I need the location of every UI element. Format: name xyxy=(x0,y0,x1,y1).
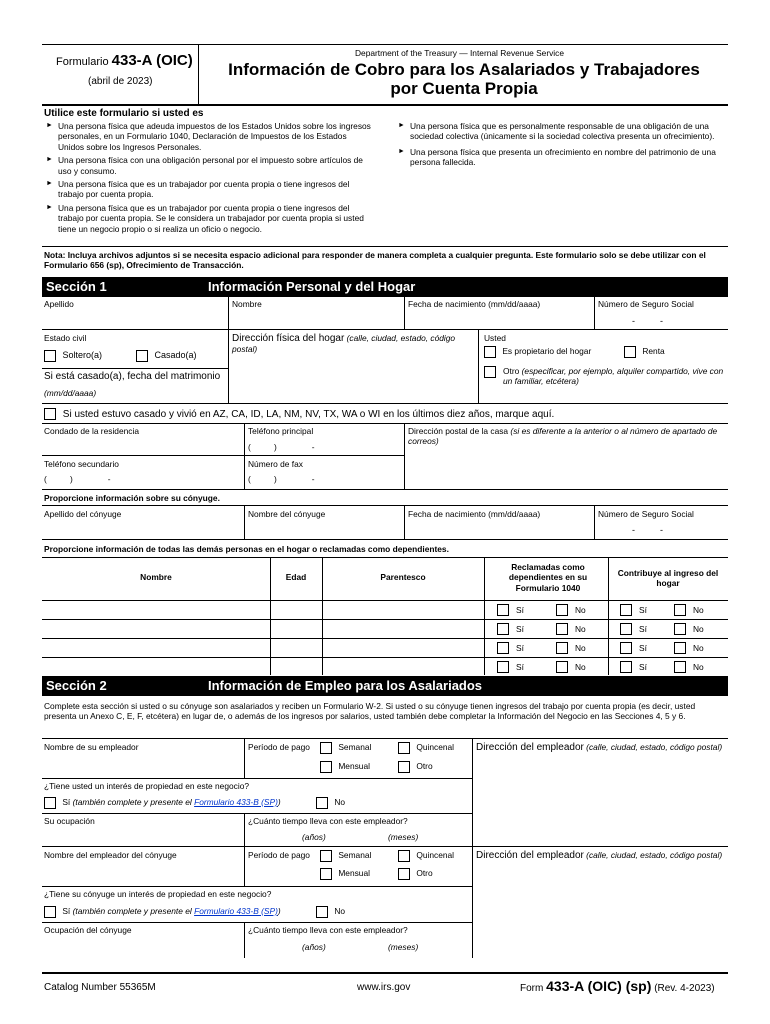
renta-checkbox[interactable] xyxy=(624,346,636,358)
otro-pago-conyuge-option[interactable] xyxy=(398,868,433,880)
apellido-label: Apellido xyxy=(44,299,74,309)
apellido-input[interactable] xyxy=(42,310,228,328)
no-label: No xyxy=(693,624,704,634)
otro-checkbox[interactable] xyxy=(484,366,496,378)
form-title xyxy=(200,60,728,98)
irs-website[interactable]: www.irs.gov xyxy=(357,982,411,993)
nombre-label: Nombre xyxy=(232,299,262,309)
department-label: Department of the Treasury — Internal Revenue Service xyxy=(355,48,565,58)
no-label: No xyxy=(575,605,586,615)
meses-label: (meses) xyxy=(388,832,419,842)
empleador-label: Nombre de su empleador xyxy=(44,742,139,752)
mensual-conyuge-checkbox[interactable] xyxy=(320,868,332,880)
estados-label: Si usted estuvo casado y vivió en AZ, CA, ID, LA, NM, NV, TX, WA o WI en los últimos diez años, marque aquí. xyxy=(62,408,555,420)
direccion-hint: (calle, ciudad, estado, código postal) xyxy=(232,333,456,355)
no-label: No xyxy=(575,624,586,634)
reclamada-no-checkbox[interactable] xyxy=(556,604,568,616)
no-label: No xyxy=(575,643,586,653)
mmddaaaa-hint: (mm/dd/aaaa) xyxy=(44,388,97,398)
contribuye-no-checkbox[interactable] xyxy=(674,642,686,654)
reclamada-no-checkbox[interactable] xyxy=(556,623,568,635)
ssn-label: Número de Seguro Social xyxy=(598,299,694,309)
dir-postal-block[interactable] xyxy=(408,426,726,447)
si-label: Sí xyxy=(516,605,524,615)
footer-form-number: 433-A (OIC) (sp) xyxy=(546,978,652,994)
si-label: Sí xyxy=(639,662,647,672)
ssn-mask: - - xyxy=(632,316,663,326)
otro-label: Otro xyxy=(503,366,520,376)
periodo-label: Período de pago xyxy=(248,742,310,752)
ocupacion-label: Su ocupación xyxy=(44,816,95,826)
renta-label: Renta xyxy=(642,346,665,357)
section2-header xyxy=(42,676,728,696)
semanal-conyuge-option[interactable] xyxy=(320,850,371,862)
no-label: No xyxy=(693,643,704,653)
interes-conyuge-no-label: No xyxy=(334,906,346,917)
interes-no-label: No xyxy=(334,797,346,808)
quincenal-label: Quincenal xyxy=(416,742,455,753)
reclamada-si-checkbox[interactable] xyxy=(497,623,509,635)
household-heading: Proporcione información de todas las demás personas en el hogar o reclamadas como dependientes. xyxy=(44,544,449,554)
section2-intro: Complete esta sección si usted o su cónyuge son asalariados y reciben un Formulario W-2. Si usted o su cónyuge tienen ingresos del trabajo por cuenta propia (es decir, usted presenta un Anexo C, E, F, etcétera) en lugar de, o además de los ingresos por salarios, usted también debe completar la Información del Negocio en las Secciones 4, 5 y 6. xyxy=(44,701,696,722)
estados-option[interactable] xyxy=(44,408,554,420)
quincenal-conyuge-option[interactable] xyxy=(398,850,454,862)
dir-empleador-conyuge-label: Dirección del empleador xyxy=(476,850,584,861)
estado-civil-label: Estado civil xyxy=(44,333,87,343)
dir-empleador-block[interactable] xyxy=(476,742,726,753)
mensual-checkbox[interactable] xyxy=(320,761,332,773)
footer-form-id xyxy=(520,978,715,994)
tel-principal-mask[interactable]: ( ) - xyxy=(248,442,315,452)
fax-mask[interactable]: ( ) - xyxy=(248,474,315,484)
interes-si-label: Sí xyxy=(62,797,71,808)
dir-empleador-label: Dirección del empleador xyxy=(476,742,584,753)
quincenal-option[interactable] xyxy=(398,742,454,754)
anos-label: (años) xyxy=(302,832,326,842)
contribuye-no-checkbox[interactable] xyxy=(674,623,686,635)
form-433b-link-conyuge[interactable]: Formulario 433-B (SP) xyxy=(194,906,278,917)
section1-number: Sección 1 xyxy=(46,279,107,294)
table-row xyxy=(42,601,728,619)
semanal-label: Semanal xyxy=(338,742,372,753)
dir-empleador-hint: (calle, ciudad, estado, código postal) xyxy=(586,742,723,752)
mensual-conyuge-option[interactable] xyxy=(320,868,370,880)
ssn-conyuge-mask: - - xyxy=(632,525,663,535)
contribuye-si-checkbox[interactable] xyxy=(620,604,632,616)
soltero-label: Soltero(a) xyxy=(62,350,103,361)
interes-si-option[interactable] xyxy=(44,797,281,809)
fecha-nac-label: Fecha de nacimiento (mm/dd/aaaa) xyxy=(408,299,541,309)
tel-secundario-label: Teléfono secundario xyxy=(44,459,119,469)
otro-text xyxy=(503,366,725,387)
interes-si-hint: (también complete y presente el xyxy=(72,797,192,808)
reclamada-no-checkbox[interactable] xyxy=(556,642,568,654)
ocupacion-conyuge-label: Ocupación del cónyuge xyxy=(44,925,132,935)
table-row xyxy=(42,639,728,657)
soltero-option[interactable] xyxy=(44,350,102,362)
quincenal-conyuge-checkbox[interactable] xyxy=(398,850,410,862)
tel-principal-label: Teléfono principal xyxy=(248,426,314,436)
section2-title: Información de Empleo para los Asalariados xyxy=(208,678,483,693)
contribuye-no-checkbox[interactable] xyxy=(674,661,686,673)
dir-postal-label: Dirección postal de la casa xyxy=(408,426,509,436)
reclamada-si-checkbox[interactable] xyxy=(497,604,509,616)
catalog-number: Catalog Number 55365M xyxy=(44,982,156,993)
interes-conyuge-no-option[interactable] xyxy=(316,906,345,918)
no-label: No xyxy=(575,662,586,672)
bullet-item: ► Una persona física con una obligación personal por el impuesto sobre artículos de uso y consumo. xyxy=(46,155,372,176)
otro-pago-checkbox[interactable] xyxy=(398,761,410,773)
section1-title: Información Personal y del Hogar xyxy=(208,279,416,294)
ssn-conyuge-label: Número de Seguro Social xyxy=(598,509,694,519)
bullet-item: ► Una persona física que es un trabajador por cuenta propia o tiene ingresos del trabajo por cuenta propia. Se le considera un trabajador por cuenta propia si usted tiene un negocio propio o si realiza un oficio o negocio. xyxy=(46,203,372,234)
si-label: Sí xyxy=(639,624,647,634)
form-title-line1: Información de Cobro para los Asalariados y Trabajadores xyxy=(228,60,700,79)
si-label: Sí xyxy=(516,643,524,653)
casado-option[interactable] xyxy=(136,350,197,362)
otro-pago-label: Otro xyxy=(416,761,433,772)
table-row xyxy=(42,620,728,638)
close-paren: ) xyxy=(277,906,281,917)
bullet-item: ► Una persona física que presenta un ofrecimiento en nombre del patrimonio de una persona fallecida. xyxy=(398,147,724,168)
dir-empleador-conyuge-block[interactable] xyxy=(476,850,726,861)
th-edad: Edad xyxy=(285,572,307,582)
interes-conyuge-si-option[interactable] xyxy=(44,906,281,918)
periodo-conyuge-label: Período de pago xyxy=(248,850,310,860)
soltero-checkbox[interactable] xyxy=(44,350,56,362)
interes-conyuge-si-checkbox[interactable] xyxy=(44,906,56,918)
interes-conyuge-si-hint: (también complete y presente el xyxy=(72,906,192,917)
interes-conyuge-si-label: Sí xyxy=(62,906,71,917)
fax-label: Número de fax xyxy=(248,459,303,469)
renta-option[interactable] xyxy=(624,346,665,358)
form-date: (abril de 2023) xyxy=(88,76,153,87)
fecha-matrimonio-label: Si está casado(a), fecha del matrimonio xyxy=(44,371,221,382)
spouse-heading: Proporcione información sobre su cónyuge. xyxy=(44,493,220,503)
cuanto-label: ¿Cuánto tiempo lleva con este empleador? xyxy=(248,816,408,826)
th-contribuye: Contribuye al ingreso del hogar xyxy=(617,568,719,589)
interes-conyuge-label: ¿Tiene su cónyuge un interés de propiedad en este negocio? xyxy=(44,889,272,899)
reclamada-si-checkbox[interactable] xyxy=(497,661,509,673)
fecha-nac-conyuge-label: Fecha de nacimiento (mm/dd/aaaa) xyxy=(408,509,541,519)
form-number: 433-A (OIC) xyxy=(111,52,193,69)
reclamada-si-checkbox[interactable] xyxy=(497,642,509,654)
intro-heading: Utilice este formulario si usted es xyxy=(44,108,204,119)
form-433b-link[interactable]: Formulario 433-B (SP) xyxy=(194,797,278,808)
bullet-item: ► Una persona física que es un trabajador por cuenta propia o tiene ingresos del trabajo por cuenta propia. xyxy=(46,179,372,200)
bullet-item: ► Una persona física que es personalmente responsable de una obligación de una sociedad colectiva (únicamente si la sociedad colectiva presenta un ofrecimiento). xyxy=(398,121,724,142)
otro-pago-conyuge-checkbox[interactable] xyxy=(398,868,410,880)
empleador-conyuge-label: Nombre del empleador del cónyuge xyxy=(44,850,177,860)
semanal-conyuge-checkbox[interactable] xyxy=(320,850,332,862)
quincenal-conyuge-label: Quincenal xyxy=(416,850,455,861)
contribuye-si-checkbox[interactable] xyxy=(620,623,632,635)
semanal-option[interactable] xyxy=(320,742,371,754)
mensual-conyuge-label: Mensual xyxy=(338,868,370,879)
si-label: Sí xyxy=(516,662,524,672)
casado-checkbox[interactable] xyxy=(136,350,148,362)
nombre-conyuge-label: Nombre del cónyuge xyxy=(248,509,326,519)
quincenal-checkbox[interactable] xyxy=(398,742,410,754)
mensual-label: Mensual xyxy=(338,761,370,772)
dir-postal-hint: (si es diferente a la anterior o al número de apartado de correos) xyxy=(408,426,718,447)
contribuye-si-checkbox[interactable] xyxy=(620,661,632,673)
casado-label: Casado(a) xyxy=(154,350,197,361)
anos-conyuge-label: (años) xyxy=(302,942,326,952)
si-label: Sí xyxy=(516,624,524,634)
intro-right-bullets xyxy=(398,121,724,171)
propietario-checkbox[interactable] xyxy=(484,346,496,358)
no-label: No xyxy=(693,605,704,615)
otro-pago-conyuge-label: Otro xyxy=(416,868,433,879)
th-nombre: Nombre xyxy=(140,572,172,582)
bullet-item: ► Una persona física que adeuda impuestos de los Estados Unidos sobre los ingresos personales, en un Formulario 1040, Declaración de Impuestos de los Estados Unidos sobre los Ingresos Personales. xyxy=(46,121,372,152)
otro-hint: (especificar, por ejemplo, alquiler compartido, vive con un familiar, etcétera) xyxy=(503,366,724,387)
usted-label: Usted xyxy=(484,333,506,343)
intro-note: Nota: Incluya archivos adjuntos si se necesita espacio adicional para responder de manera completa a cualquier pregunta. Este formulario solo se debe utilizar con el Formulario 656 (sp), Ofrecimiento de Transacción. xyxy=(44,250,706,271)
th-reclamadas: Reclamadas como dependientes en su Formulario 1040 xyxy=(508,562,588,593)
otro-pago-option[interactable] xyxy=(398,761,433,773)
interes-label: ¿Tiene usted un interés de propiedad en este negocio? xyxy=(44,781,250,791)
interes-no-checkbox[interactable] xyxy=(316,797,328,809)
apellido-conyuge-label: Apellido del cónyuge xyxy=(44,509,122,519)
th-parentesco: Parentesco xyxy=(380,572,426,582)
semanal-checkbox[interactable] xyxy=(320,742,332,754)
semanal-conyuge-label: Semanal xyxy=(338,850,372,861)
dir-empleador-conyuge-hint: (calle, ciudad, estado, código postal) xyxy=(586,850,723,860)
close-paren: ) xyxy=(277,797,281,808)
condado-label: Condado de la residencia xyxy=(44,426,139,436)
table-row xyxy=(42,658,728,676)
no-label: No xyxy=(693,662,704,672)
section1-header xyxy=(42,277,728,297)
mensual-option[interactable] xyxy=(320,761,370,773)
contribuye-no-checkbox[interactable] xyxy=(674,604,686,616)
meses-conyuge-label: (meses) xyxy=(388,942,419,952)
estados-checkbox[interactable] xyxy=(44,408,56,420)
footer-rev: (Rev. 4-2023) xyxy=(654,983,715,994)
reclamada-no-checkbox[interactable] xyxy=(556,661,568,673)
interes-si-checkbox[interactable] xyxy=(44,797,56,809)
propietario-option[interactable] xyxy=(484,346,591,358)
intro-left-bullets xyxy=(46,121,372,237)
tel-secundario-mask[interactable]: ( ) - xyxy=(44,474,111,484)
section2-number: Sección 2 xyxy=(46,678,107,693)
form-title-line2: por Cuenta Propia xyxy=(390,79,538,98)
direccion-block[interactable] xyxy=(232,333,472,355)
si-label: Sí xyxy=(639,643,647,653)
footer-form-prefix: Form xyxy=(520,983,544,994)
form-prefix: Formulario xyxy=(56,56,109,68)
si-label: Sí xyxy=(639,605,647,615)
fecha-nac-input[interactable] xyxy=(405,310,594,328)
cuanto-conyuge-label: ¿Cuánto tiempo lleva con este empleador? xyxy=(248,925,408,935)
propietario-label: Es propietario del hogar xyxy=(502,346,592,357)
contribuye-si-checkbox[interactable] xyxy=(620,642,632,654)
direccion-label: Dirección física del hogar xyxy=(232,333,345,344)
form-identifier xyxy=(56,52,193,69)
interes-no-option[interactable] xyxy=(316,797,345,809)
interes-conyuge-no-checkbox[interactable] xyxy=(316,906,328,918)
nombre-input[interactable] xyxy=(229,310,404,328)
